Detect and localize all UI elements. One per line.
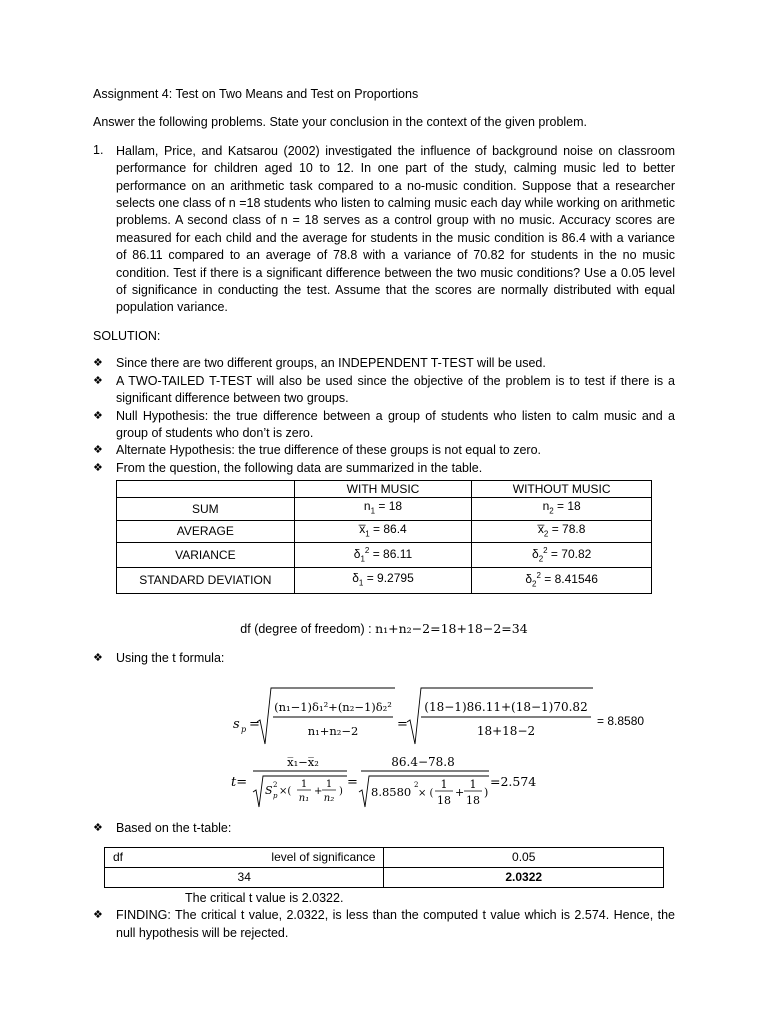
bullet-icon: ❖	[93, 461, 103, 474]
formula-block	[93, 674, 675, 814]
svg-text:t=: t=	[231, 774, 248, 790]
svg-text:n₁+n₂−2: n₁+n₂−2	[307, 723, 359, 738]
table-header-row: df level of significance 0.05	[105, 847, 664, 867]
svg-text:n₁: n₁	[298, 792, 310, 804]
solution-bullets	[93, 355, 675, 477]
instructions: Answer the following problems. State your conclusion in the context of the given problem.	[93, 115, 588, 130]
bullet-icon: ❖	[93, 821, 103, 834]
table-row: AVERAGE $x̅_1 = 86.4$ $x̅_2 = 78.8$	[117, 520, 652, 542]
svg-text:p: p	[273, 791, 278, 800]
svg-text:S: S	[265, 783, 273, 797]
svg-text:=: =	[397, 716, 408, 732]
svg-text:(n₁−1)δ₁²+(n₂−1)δ₂²: (n₁−1)δ₁²+(n₂−1)δ₂²	[274, 699, 392, 714]
svg-text:+: +	[314, 785, 323, 797]
svg-text:18: 18	[466, 793, 480, 807]
critical-value-text: The critical t value is 2.0322.	[185, 890, 344, 905]
solution-label: SOLUTION:	[93, 328, 161, 343]
list-item: ❖ Null Hypothesis: the true difference between a group of students who listen to calm music and a group of students who don’t is zero.	[93, 408, 675, 443]
table-header-row: WITH MUSIC WITHOUT MUSIC	[117, 481, 652, 498]
svg-text:1: 1	[440, 777, 448, 791]
svg-text:x̅₁−x̅₂: x̅₁−x̅₂	[287, 754, 319, 769]
svg-text:×(: ×(	[279, 785, 292, 797]
bullet-icon: ❖	[93, 357, 103, 370]
table-row: STANDARD DEVIATION $\delta_1 = 9.2795$ $\delta_2^2 = 8.41546$	[117, 568, 652, 593]
svg-text:s: s	[233, 716, 240, 732]
table-row: 34 2.0322	[105, 867, 664, 887]
list-item: ❖ From the question, the following data are summarized in the table.	[93, 460, 675, 477]
finding-text: FINDING: The critical t value, 2.0322, is less than the computed t value which is 2.574. Hence, the null hypothesis will be rejected.	[116, 908, 675, 940]
svg-text:(18−1)86.11+(18−1)70.82: (18−1)86.11+(18−1)70.82	[424, 699, 588, 714]
svg-text:8.8580: 8.8580	[371, 784, 412, 799]
svg-text:+: +	[455, 785, 465, 799]
problem-number: 1.	[93, 142, 104, 157]
svg-text:=: =	[347, 774, 358, 790]
bullet-icon: ❖	[93, 409, 103, 422]
problem-text: Hallam, Price, and Katsarou (2002) investigated the influence of background noise on classroom performance for children aged 10 to 12. In one part of the study, calming music led to better performance on an arithmetic task compared to a no-music condition. Suppose that a researcher selects one class of n =18 students who listen to calming music each day while working on arithmetic problems. A second class of n = 18 serves as a control group with no music. Accuracy scores are measured for each child and the average for students in the music condition is 86.4 with a variance of 86.11 compared to an average of 78.8 with a variance of 70.82 for students in the no music condition. Test if there is a significant difference between the two music conditions? Use a 0.05 level of significance in conducting the test. Assume that the scores are normally distributed with equal population variance.	[116, 143, 675, 315]
svg-text:18+18−2: 18+18−2	[476, 723, 536, 738]
svg-text:1: 1	[469, 777, 477, 791]
bullet-icon: ❖	[93, 909, 103, 922]
list-item: ❖ Using the t formula:	[93, 650, 675, 667]
pooled-sd-formula	[233, 688, 644, 744]
t-table	[104, 847, 664, 888]
svg-text:1: 1	[300, 778, 308, 790]
svg-text:18: 18	[437, 793, 451, 807]
list-item: ❖ Since there are two different groups, an INDEPENDENT T-TEST will be used.	[93, 355, 675, 372]
t-statistic-formula	[231, 755, 536, 807]
svg-text:2: 2	[414, 780, 419, 789]
svg-text:): )	[339, 785, 343, 797]
svg-text:= 8.8580: = 8.8580	[597, 713, 645, 728]
list-item: ❖ Based on the t-table:	[93, 820, 675, 837]
svg-text:2: 2	[273, 780, 278, 789]
svg-text:=: =	[249, 716, 260, 732]
svg-text:1: 1	[325, 778, 333, 790]
assignment-title: Assignment 4: Test on Two Means and Test on Proportions	[93, 87, 419, 101]
summary-table	[116, 480, 652, 594]
table-row: VARIANCE $\delta_1^2 = 86.11$ $\delta_2^2 = 70.82$	[117, 542, 652, 567]
svg-text:× (: × (	[418, 787, 434, 799]
list-item: ❖ Alternate Hypothesis: the true difference of these groups is not equal to zero.	[93, 442, 675, 459]
document-page	[93, 86, 675, 942]
degrees-of-freedom: df (degree of freedom) : n₁+n₂−2=18+18−2=34	[240, 620, 528, 636]
list-item	[93, 907, 675, 942]
list-item: ❖ A TWO-TAILED T-TEST will also be used since the objective of the problem is to test if there is a significant difference between two groups.	[93, 373, 675, 408]
svg-text:=2.574: =2.574	[490, 773, 537, 789]
bullet-icon: ❖	[93, 652, 103, 665]
svg-text:): )	[484, 785, 489, 799]
svg-text:n₂: n₂	[323, 792, 335, 804]
svg-text:p: p	[241, 724, 247, 734]
problem-1	[93, 143, 675, 317]
bullet-icon: ❖	[93, 444, 103, 457]
table-row: SUM $n_1 = 18$ $n_2 = 18$	[117, 498, 652, 520]
bullet-icon: ❖	[93, 374, 103, 387]
svg-text:86.4−78.8: 86.4−78.8	[391, 754, 455, 769]
